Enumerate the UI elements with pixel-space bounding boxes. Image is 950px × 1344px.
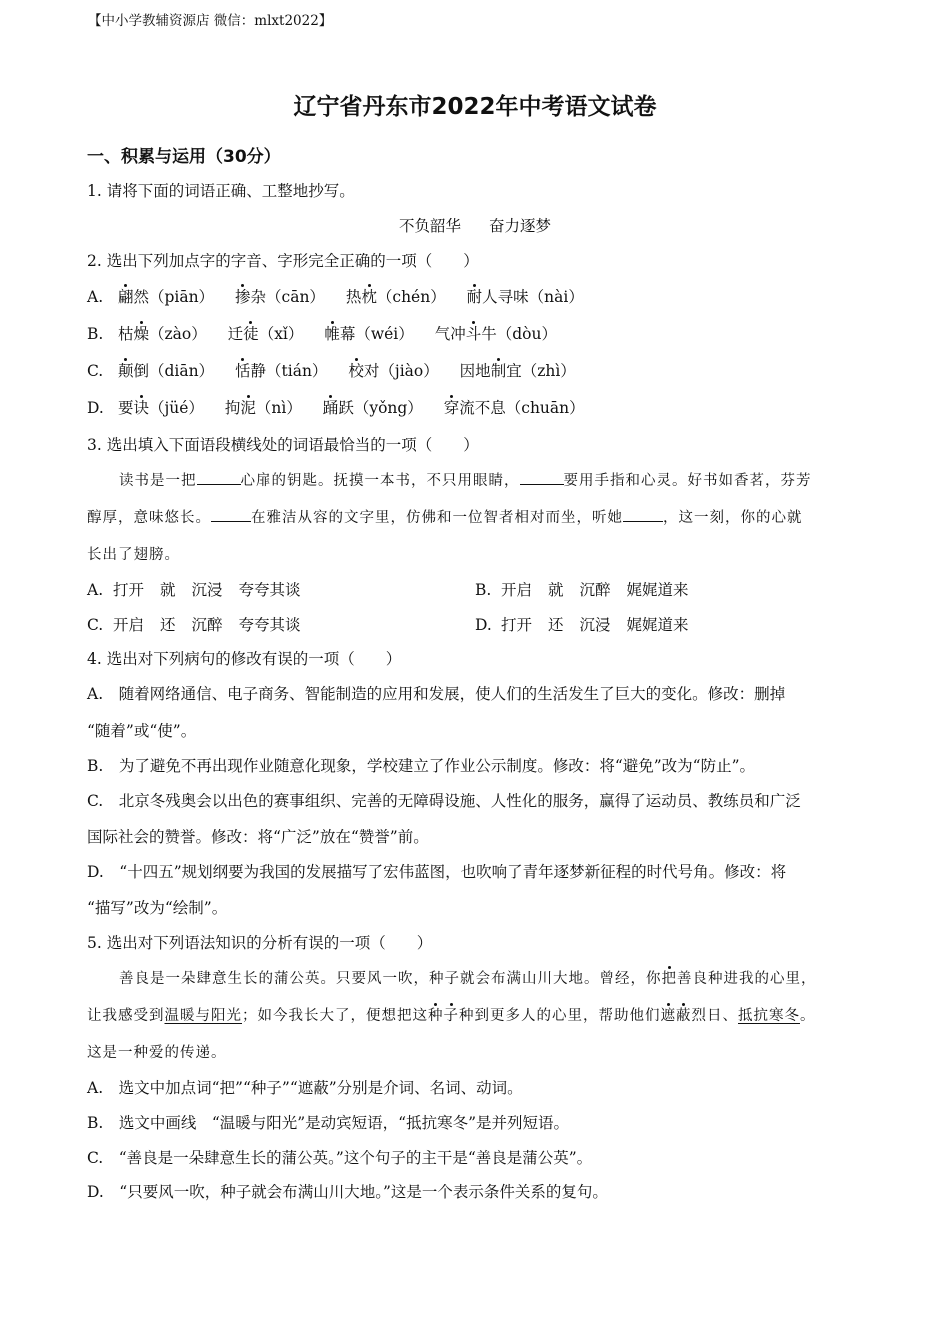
q5-option-c: C. “善良是一朵肆意生长的蒲公英。”这个句子的主干是“善良是蒲公英”。	[87, 1149, 593, 1167]
q1-word: 奋力逐梦	[489, 217, 552, 235]
q4-option-b: B. 为了避免不再出现作业随意化现象，学校建立了作业公示制度。修改：将“避免”改为“防止”。	[87, 757, 756, 775]
option-item: 帷幕（wéi）	[324, 325, 414, 343]
q5-option-d: D. “只要风一吹，种子就会布满山川大地。”这是一个表示条件关系的复句。	[87, 1183, 608, 1201]
option-item: 踊跃（yǒng）	[322, 399, 423, 417]
q3-option-c: C. 开启 还 沉醉 夸夸其谈	[87, 616, 301, 634]
header-note: 【中小学教辅资源店 微信：mlxt2022】	[88, 13, 333, 29]
dotted-char: 帷	[324, 325, 340, 343]
dotted-char: 燥	[133, 325, 149, 343]
option-label: B.	[87, 325, 104, 343]
q4-option-c: C. 北京冬残奥会以出色的赛事组织、完善的无障碍设施、人性化的服务，赢得了运动员、教练员和广泛	[87, 792, 801, 810]
dotted-char: 穿	[443, 399, 460, 417]
q3-option-a: A. 打开 就 沉浸 夸夸其谈	[87, 581, 301, 599]
section-heading: 一、积累与运用（30分）	[87, 147, 281, 167]
dotted-char: 子	[444, 1005, 460, 1027]
option-item: 穿流不息（chuān）	[443, 399, 585, 417]
fill-blank	[197, 470, 241, 485]
dotted-char: 耐	[466, 288, 483, 306]
q4-option-d-cont: “描写”改为“绘制”。	[87, 899, 228, 917]
dotted-char: 恬	[235, 362, 251, 380]
q5-stem: 5. 选出对下列语法知识的分析有误的一项（ ）	[87, 934, 433, 952]
dotted-char: 种	[428, 1005, 444, 1027]
q3-passage-line: 长出了翅膀。	[87, 547, 180, 563]
q5-option-b: B. 选文中画线 “温暖与阳光”是动宾短语，“抵抗寒冬”是并列短语。	[87, 1114, 570, 1132]
option-label: C.	[87, 362, 104, 380]
q2-stem: 2. 选出下列加点字的字音、字形完全正确的一项（ ）	[87, 252, 479, 270]
option-item: 枯燥（zào）	[117, 325, 207, 343]
option-item: 气冲斗牛（dòu）	[434, 325, 557, 343]
q1-stem: 1. 请将下面的词语正确、工整地抄写。	[87, 182, 355, 200]
dotted-char: 校	[348, 362, 364, 380]
q3-option-b: B. 开启 就 沉醉 娓娓道来	[475, 581, 689, 599]
q3-passage-line: 读书是一把 心扉的钥匙。抚摸一本书，不只用眼睛， 要用手指和心灵。好书如香茗，芬芳	[119, 470, 812, 492]
q4-option-d: D. “十四五”规划纲要为我国的发展描写了宏伟蓝图，也吹响了青年逐梦新征程的时代号角。修改：将	[87, 863, 787, 881]
dotted-char: 遮	[661, 1005, 677, 1027]
q3-passage-line: 醇厚，意味悠长。 在雅洁从容的文字里，仿佛和一位智者相对而坐，听她 ，这一刻，你的心就	[87, 507, 803, 529]
dotted-char: 翩	[117, 288, 134, 306]
q5-passage-line: 这是一种爱的传递。	[87, 1045, 227, 1061]
dotted-char: 蔽	[676, 1005, 692, 1027]
underlined-phrase: 抵抗寒冬	[738, 1008, 800, 1024]
option-item: 翩然（piān）	[117, 288, 215, 306]
option-label: D.	[87, 399, 104, 417]
q4-option-a-cont: “随着”或“使”。	[87, 722, 197, 740]
dotted-char: 斗	[465, 325, 482, 343]
exam-title: 辽宁省丹东市2022年中考语文试卷	[293, 94, 657, 120]
option-item: 迁徒（xǐ）	[227, 325, 304, 343]
dotted-char: 踊	[322, 399, 339, 417]
option-item: 热枕（chén）	[345, 288, 446, 306]
dotted-char: 枕	[361, 288, 377, 306]
fill-blank	[211, 507, 251, 522]
q5-passage-line: 善良是一朵肆意生长的蒲公英。只要风一吹，种子就会布满山川大地。曾经，你把善良种进我的心里，	[119, 968, 817, 990]
dotted-char: 徒	[243, 325, 259, 343]
option-item: 耐人寻味（nài）	[466, 288, 584, 306]
q1-words	[0, 215, 950, 237]
q5-option-a: A. 选文中加点词“把”“种子”“遮蔽”分别是介词、名词、动词。	[87, 1079, 523, 1097]
underlined-phrase: 温暖与阳光	[164, 1008, 242, 1024]
fill-blank	[520, 470, 564, 485]
option-item: 恬静（tián）	[235, 362, 328, 380]
option-item: 颠倒（diān）	[117, 362, 215, 380]
q2-option-b	[87, 323, 573, 345]
q4-option-c-cont: 国际社会的赞誉。修改：将“广泛”放在“赞誉”前。	[87, 828, 429, 846]
q5-passage-line: 让我感受到温暖与阳光；如今我长大了，便想把这种子种到更多人的心里，帮助他们遮蔽烈日、抵抗寒冬。	[87, 1005, 816, 1027]
q3-stem: 3. 选出填入下面语段横线处的词语最恰当的一项（ ）	[87, 436, 479, 454]
option-item: 掺杂（cān）	[235, 288, 325, 306]
dotted-char: 制	[490, 362, 507, 380]
dotted-char: 泥	[240, 399, 256, 417]
dotted-char: 掺	[235, 288, 251, 306]
option-item: 拘泥（nì）	[224, 399, 302, 417]
q1-word: 不负韶华	[398, 217, 461, 235]
dotted-char: 颠	[117, 362, 134, 380]
dotted-char: 把	[662, 968, 678, 990]
fill-blank	[623, 507, 663, 522]
q3-option-d: D. 打开 还 沉浸 娓娓道来	[475, 616, 689, 634]
option-item: 要诀（jüé）	[117, 399, 204, 417]
option-item: 校对（jiào）	[348, 362, 439, 380]
q2-option-c	[87, 360, 592, 382]
option-item: 因地制宜（zhì）	[459, 362, 576, 380]
q4-stem: 4. 选出对下列病句的修改有误的一项（ ）	[87, 650, 402, 668]
q2-option-a	[87, 286, 600, 308]
dotted-char: 诀	[133, 399, 149, 417]
q2-option-d	[87, 397, 601, 419]
option-label: A.	[87, 288, 104, 306]
q4-option-a: A. 随着网络通信、电子商务、智能制造的应用和发展，使人们的生活发生了巨大的变化。修改：删掉	[87, 685, 786, 703]
